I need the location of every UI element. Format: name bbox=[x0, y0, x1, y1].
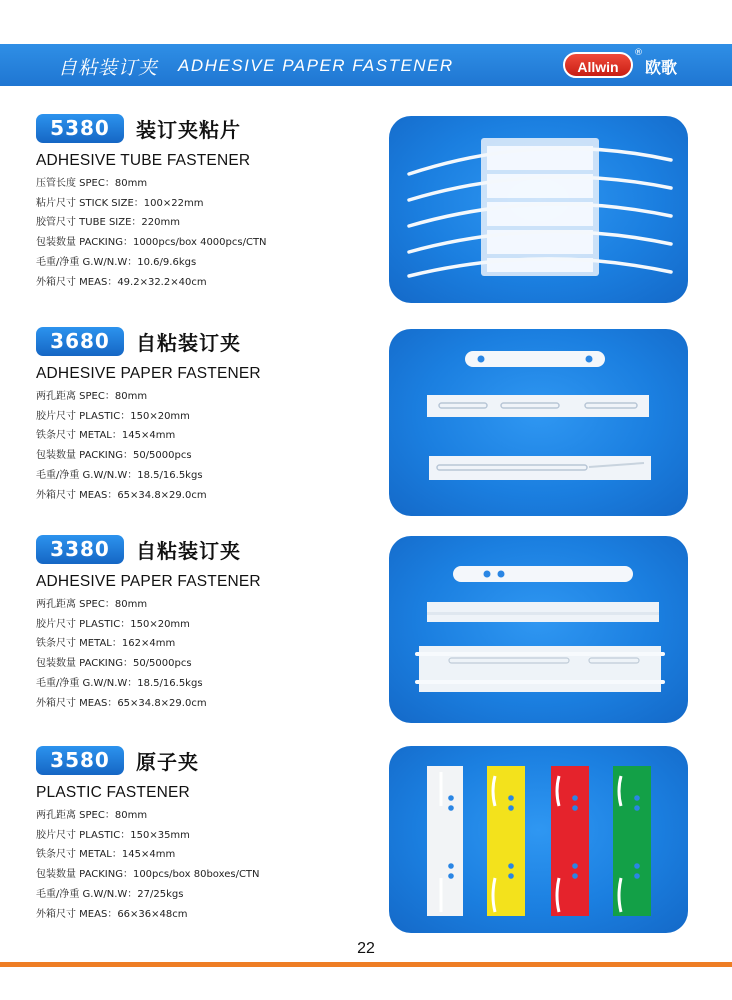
paper-fastener-illustration bbox=[389, 329, 688, 516]
spec-line: 两孔距离 SPEC：80mm bbox=[36, 391, 148, 402]
spec-line: 胶片尺寸 PLASTIC：150×20mm bbox=[36, 410, 190, 422]
spec-line: 铁条尺寸 METAL：145×4mm bbox=[36, 849, 176, 861]
product-name-cn: 原子夹 bbox=[136, 750, 199, 774]
product-photo-paper-fastener-3680 bbox=[389, 329, 688, 516]
spec-line: 粘片尺寸 STICK SIZE：100×22mm bbox=[36, 197, 204, 209]
product-name-en: ADHESIVE PAPER FASTENER bbox=[36, 365, 261, 382]
product-name-en: ADHESIVE PAPER FASTENER bbox=[36, 573, 261, 590]
product-3380 bbox=[36, 535, 366, 713]
product-3580 bbox=[36, 746, 366, 924]
brand-registered-mark: ® bbox=[634, 48, 643, 58]
product-photo-plastic-fastener bbox=[389, 746, 688, 933]
spec-line: 毛重/净重 G.W/N.W：10.6/9.6kgs bbox=[36, 256, 197, 268]
spec-line: 压管长度 SPEC：80mm bbox=[36, 178, 148, 189]
product-name-cn: 自粘装订夹 bbox=[136, 331, 241, 355]
paper-fastener-illustration bbox=[389, 536, 688, 723]
product-photo-paper-fastener-3380 bbox=[389, 536, 688, 723]
product-5380 bbox=[36, 114, 366, 292]
product-heading bbox=[36, 746, 366, 775]
brand-logo: Allwin bbox=[563, 52, 633, 78]
fastener-white bbox=[427, 766, 463, 916]
product-name-en: ADHESIVE TUBE FASTENER bbox=[36, 152, 251, 169]
product-heading bbox=[36, 535, 366, 564]
spec-line: 包装数量 PACKING：50/5000pcs bbox=[36, 658, 192, 670]
product-name-en: PLASTIC FASTENER bbox=[36, 784, 190, 801]
tube-fastener-illustration bbox=[389, 116, 688, 303]
spec-line: 毛重/净重 G.W/N.W：27/25kgs bbox=[36, 888, 184, 900]
header-title-en: ADHESIVE PAPER FASTENER bbox=[178, 56, 454, 75]
product-code-badge: 3380 bbox=[36, 535, 124, 564]
spec-line: 外箱尺寸 MEAS：65×34.8×29.0cm bbox=[36, 489, 207, 501]
spec-line: 铁条尺寸 METAL：145×4mm bbox=[36, 430, 176, 442]
product-3680 bbox=[36, 327, 366, 505]
product-name-cn: 装订夹粘片 bbox=[136, 118, 241, 142]
product-code-badge: 3680 bbox=[36, 327, 124, 356]
plastic-fastener-illustration bbox=[389, 746, 688, 933]
footer-divider bbox=[0, 962, 732, 967]
spec-line: 胶管尺寸 TUBE SIZE：220mm bbox=[36, 217, 180, 229]
spec-line: 毛重/净重 G.W/N.W：18.5/16.5kgs bbox=[36, 469, 203, 481]
product-code-badge: 3580 bbox=[36, 746, 124, 775]
spec-line: 两孔距离 SPEC：80mm bbox=[36, 810, 148, 821]
product-code-badge: 5380 bbox=[36, 114, 124, 143]
fastener-red bbox=[551, 766, 589, 916]
product-name-cn: 自粘装订夹 bbox=[136, 539, 241, 563]
spec-line: 外箱尺寸 MEAS：66×36×48cm bbox=[36, 908, 188, 920]
header-bar bbox=[0, 44, 732, 86]
fastener-green bbox=[613, 766, 651, 916]
product-specs bbox=[36, 806, 366, 924]
product-specs bbox=[36, 595, 366, 713]
brand-name-cn: 欧歌 bbox=[645, 58, 678, 77]
spec-line: 包装数量 PACKING：100pcs/box 80boxes/CTN bbox=[36, 869, 260, 881]
spec-line: 两孔距离 SPEC：80mm bbox=[36, 599, 148, 610]
page-number: 22 bbox=[357, 940, 375, 957]
product-specs bbox=[36, 174, 366, 292]
product-heading bbox=[36, 327, 366, 356]
spec-line: 包装数量 PACKING：50/5000pcs bbox=[36, 450, 192, 462]
product-heading bbox=[36, 114, 366, 143]
product-photo-tube-fastener bbox=[389, 116, 688, 303]
fastener-yellow bbox=[487, 766, 525, 916]
spec-line: 外箱尺寸 MEAS：65×34.8×29.0cm bbox=[36, 697, 207, 709]
spec-line: 铁条尺寸 METAL：162×4mm bbox=[36, 638, 176, 650]
spec-line: 外箱尺寸 MEAS：49.2×32.2×40cm bbox=[36, 276, 207, 288]
spec-line: 胶片尺寸 PLASTIC：150×35mm bbox=[36, 829, 190, 841]
spec-line: 毛重/净重 G.W/N.W：18.5/16.5kgs bbox=[36, 677, 203, 689]
product-specs bbox=[36, 387, 366, 505]
header-title-cn: 自粘装订夹 bbox=[58, 57, 159, 79]
spec-line: 包装数量 PACKING：1000pcs/box 4000pcs/CTN bbox=[36, 237, 267, 249]
spec-line: 胶片尺寸 PLASTIC：150×20mm bbox=[36, 618, 190, 630]
